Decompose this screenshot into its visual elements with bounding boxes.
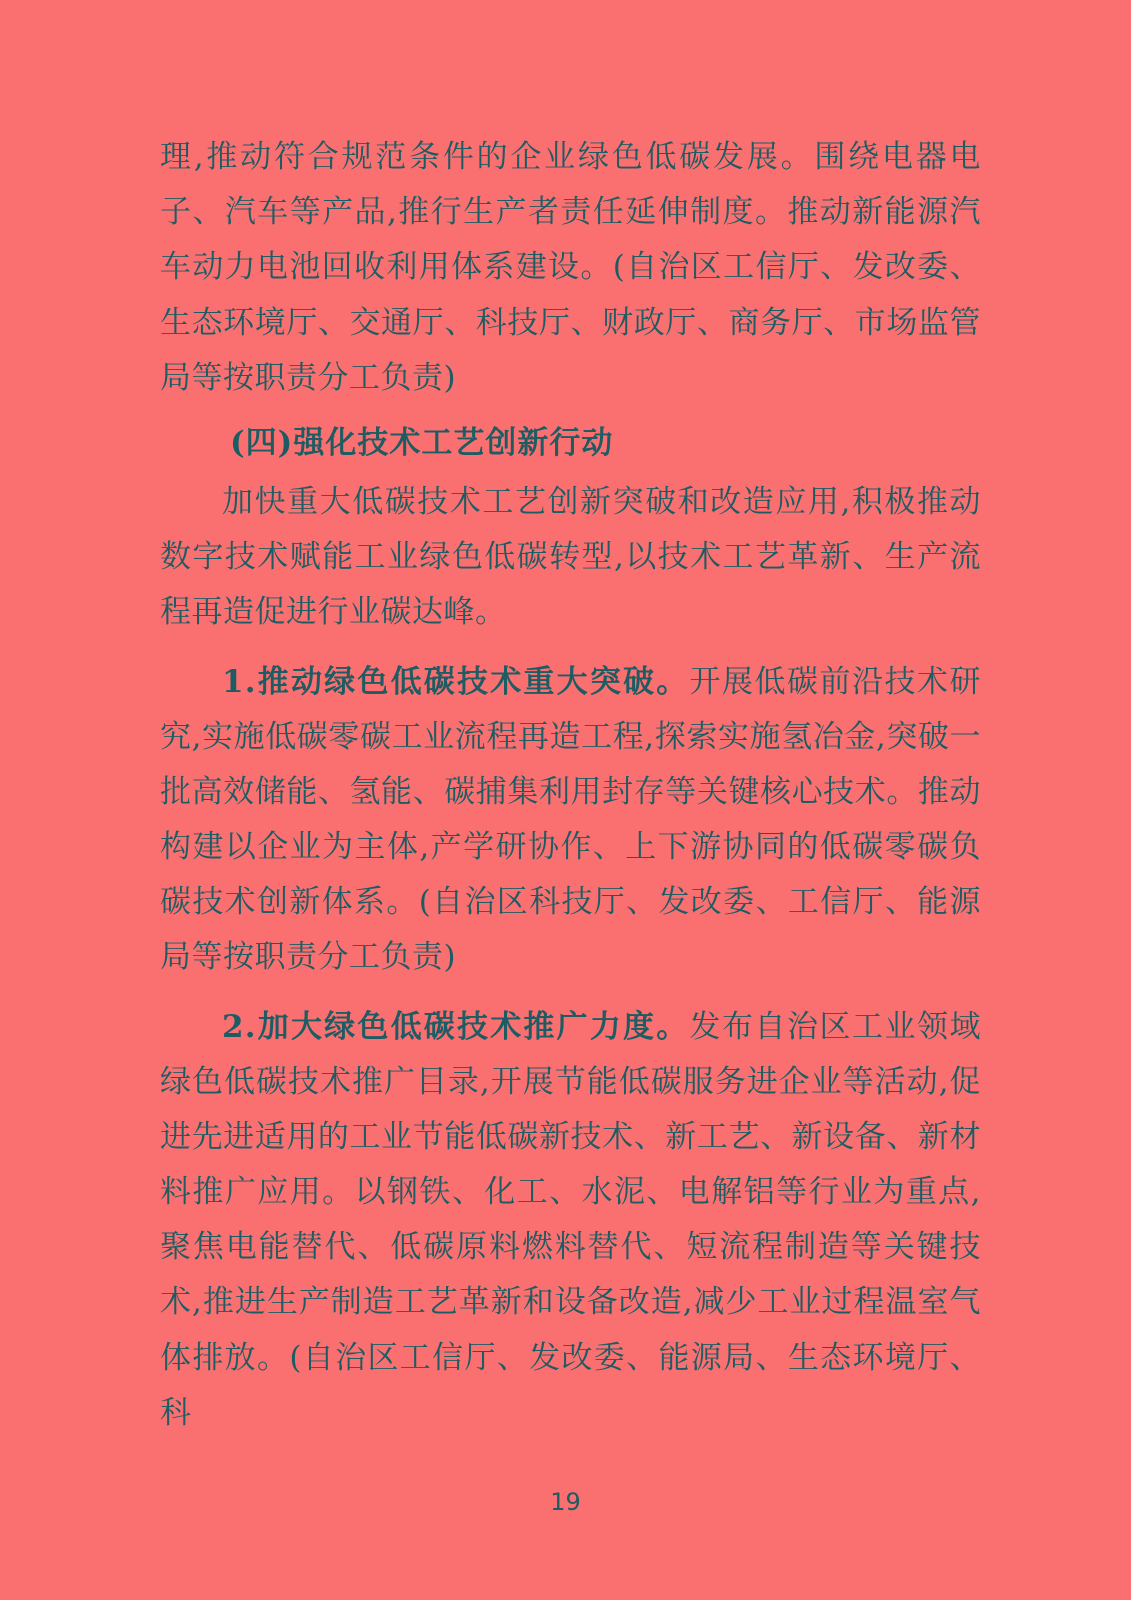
numbered-item-1-lead: 1.推动绿色低碳技术重大突破。	[222, 663, 690, 700]
section-heading: (四)强化技术工艺创新行动	[230, 424, 614, 461]
numbered-item-2-lead: 2.加大绿色低碳技术推广力度。	[222, 1008, 690, 1045]
numbered-item-2-text: 发布自治区工业领域绿色低碳技术推广目录,开展节能低碳服务进企业等活动,促进先进适用的工业节能低碳新技术、新工艺、新设备、新材料推广应用。以钢铁、化工、水泥、电解铝等行业为重点,聚焦电能替代、低碳原料燃料替代、短流程制造等关键技术,推进生产制造工艺革新和设备改造,减少工业过程温室气体排放。(自治区工信厅、发改委、能源局、生态环境厅、科	[160, 1008, 981, 1431]
numbered-item-2	[160, 1000, 981, 1441]
page-number: 19	[550, 1488, 581, 1516]
numbered-item-1	[160, 655, 981, 986]
document-body	[160, 130, 981, 1441]
numbered-item-1-text: 开展低碳前沿技术研究,实施低碳零碳工业流程再造工程,探索实施氢冶金,突破一批高效储能、氢能、碳捕集利用封存等关键核心技术。推动构建以企业为主体,产学研协作、上下游协同的低碳零碳负碳技术创新体系。(自治区科技厅、发改委、工信厅、能源局等按职责分工负责)	[160, 663, 981, 976]
paragraph-continued: 理,推动符合规范条件的企业绿色低碳发展。围绕电器电子、汽车等产品,推行生产者责任延伸制度。推动新能源汽车动力电池回收利用体系建设。(自治区工信厅、发改委、生态环境厅、交通厅、科技厅、财政厅、商务厅、市场监管局等按职责分工负责)	[160, 139, 981, 396]
paragraph-overview: 加快重大低碳技术工艺创新突破和改造应用,积极推动数字技术赋能工业绿色低碳转型,以技术工艺革新、生产流程再造促进行业碳达峰。	[160, 484, 981, 631]
